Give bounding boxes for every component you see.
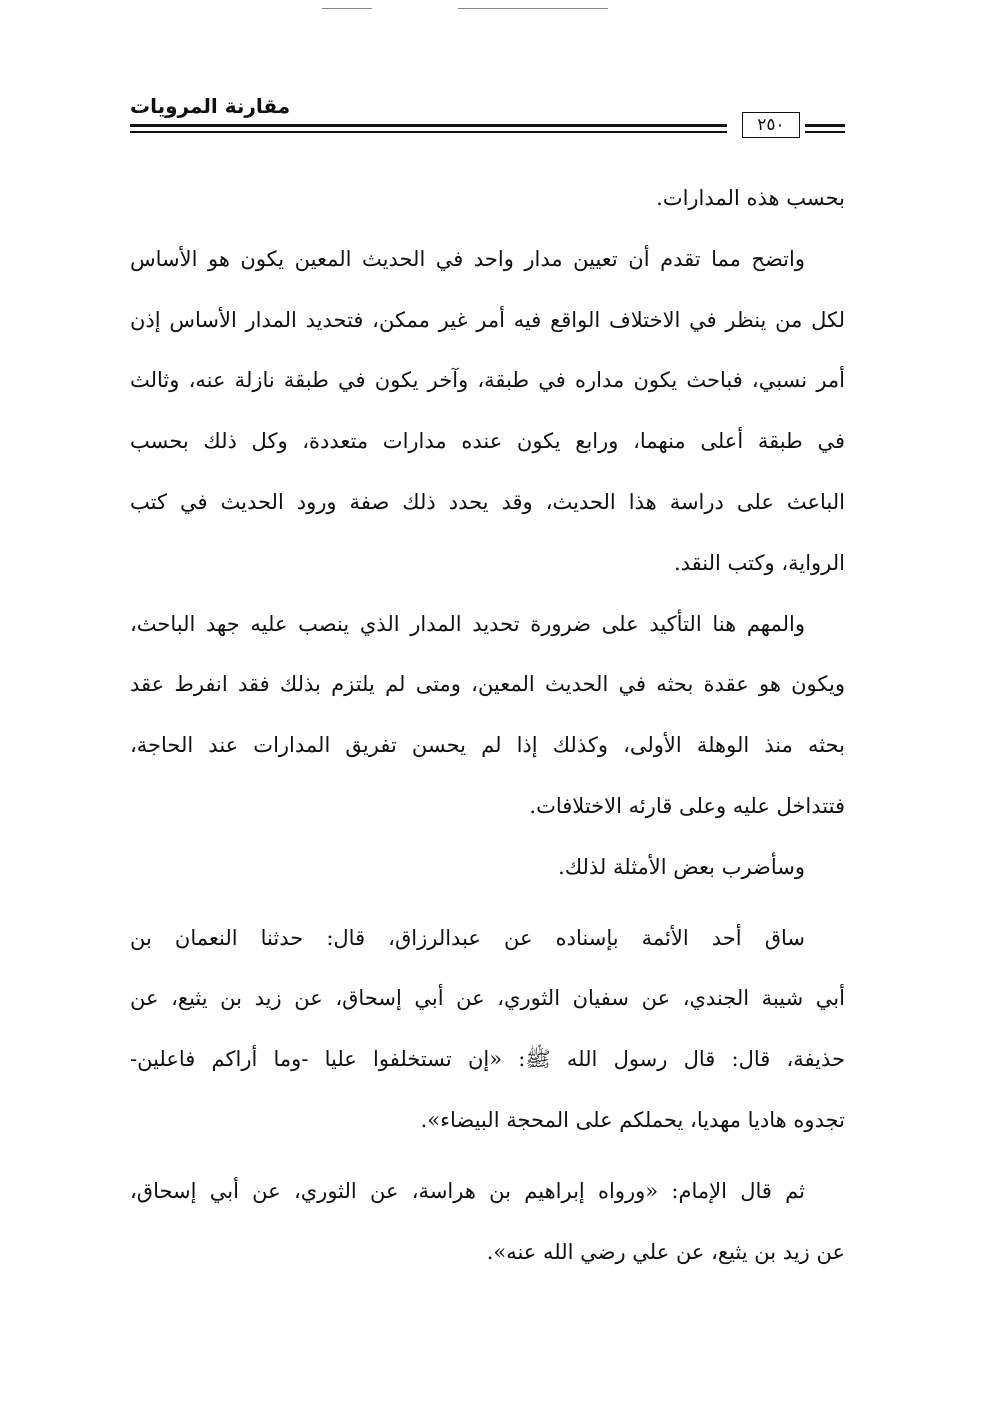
header-rule-bottom xyxy=(130,131,727,133)
text-line: الرواية، وكتب النقد. xyxy=(673,550,845,575)
text-line: فتتداخل عليه وعلى قارئه الاختلافات. xyxy=(529,793,845,818)
text-line: واتضح مما تقدم أن تعيين مدار واحد في الحديث المعين يكون هو الأساس xyxy=(130,246,805,271)
text-line: والمهم هنا التأكيد على ضرورة تحديد المدار الذي ينصب عليه جهد الباحث، xyxy=(130,611,805,636)
page-number: ٢٥٠ xyxy=(742,112,800,138)
book-title: مقارنة المرويات xyxy=(130,94,291,118)
text-line: بحثه منذ الوهلة الأولى، وكذلك إذا لم يحسن تفريق المدارات عند الحاجة، xyxy=(130,733,845,758)
paragraph-6 xyxy=(130,1161,845,1283)
text-line: في طبقة أعلى منهما، ورابع يكون عنده مدارات متعددة، وكل ذلك بحسب xyxy=(130,429,845,454)
top-mark-left xyxy=(322,8,372,9)
header-rule-right-top xyxy=(805,124,845,127)
text-line: بحسب هذه المدارات. xyxy=(656,186,845,210)
paragraph-4 xyxy=(130,837,845,898)
body-text xyxy=(130,168,845,1282)
top-mark-right xyxy=(458,8,608,9)
text-line: عن زيد بن يثيع، عن علي رضي الله عنه». xyxy=(486,1239,845,1264)
text-line: ثم قال الإمام: «ورواه إبراهيم بن هراسة، عن الثوري، عن أبي إسحاق، xyxy=(130,1178,805,1203)
text-line: وسأضرب بعض الأمثلة لذلك. xyxy=(558,854,805,879)
text-line: الباعث على دراسة هذا الحديث، وقد يحدد ذلك صفة ورود الحديث في كتب xyxy=(130,489,845,514)
text-line: لكل من ينظر في الاختلاف الواقع فيه أمر غير ممكن، فتحديد المدار الأساس إذن xyxy=(130,307,845,332)
text-line: تجدوه هاديا مهديا، يحملكم على المحجة البيضاء». xyxy=(420,1107,845,1132)
paragraph-2 xyxy=(130,229,845,594)
header-rule-right-bottom xyxy=(805,131,845,133)
text-line: أبي شيبة الجندي، عن سفيان الثوري، عن أبي إسحاق، عن زيد بن يثيع، عن xyxy=(130,986,845,1011)
text-line: ساق أحد الأئمة بإسناده عن عبدالرزاق، قال: حدثنا النعمان بن xyxy=(130,925,805,950)
text-line: ويكون هو عقدة بحثه في الحديث المعين، ومتى لم يلتزم بذلك فقد انفرط عقد xyxy=(130,672,845,697)
paragraph-3 xyxy=(130,594,845,837)
page-header xyxy=(130,92,845,152)
paragraph-5 xyxy=(130,908,845,1151)
text-line: حذيفة، قال: قال رسول الله ﷺ: «إن تستخلفوا عليا -وما أراكم فاعلين- xyxy=(130,1047,845,1072)
paragraph-1 xyxy=(130,168,845,229)
header-rule-top xyxy=(130,124,727,127)
text-line: أمر نسبي، فباحث يكون مداره في طبقة، وآخر يكون في طبقة نازلة عنه، وثالث xyxy=(130,368,845,393)
